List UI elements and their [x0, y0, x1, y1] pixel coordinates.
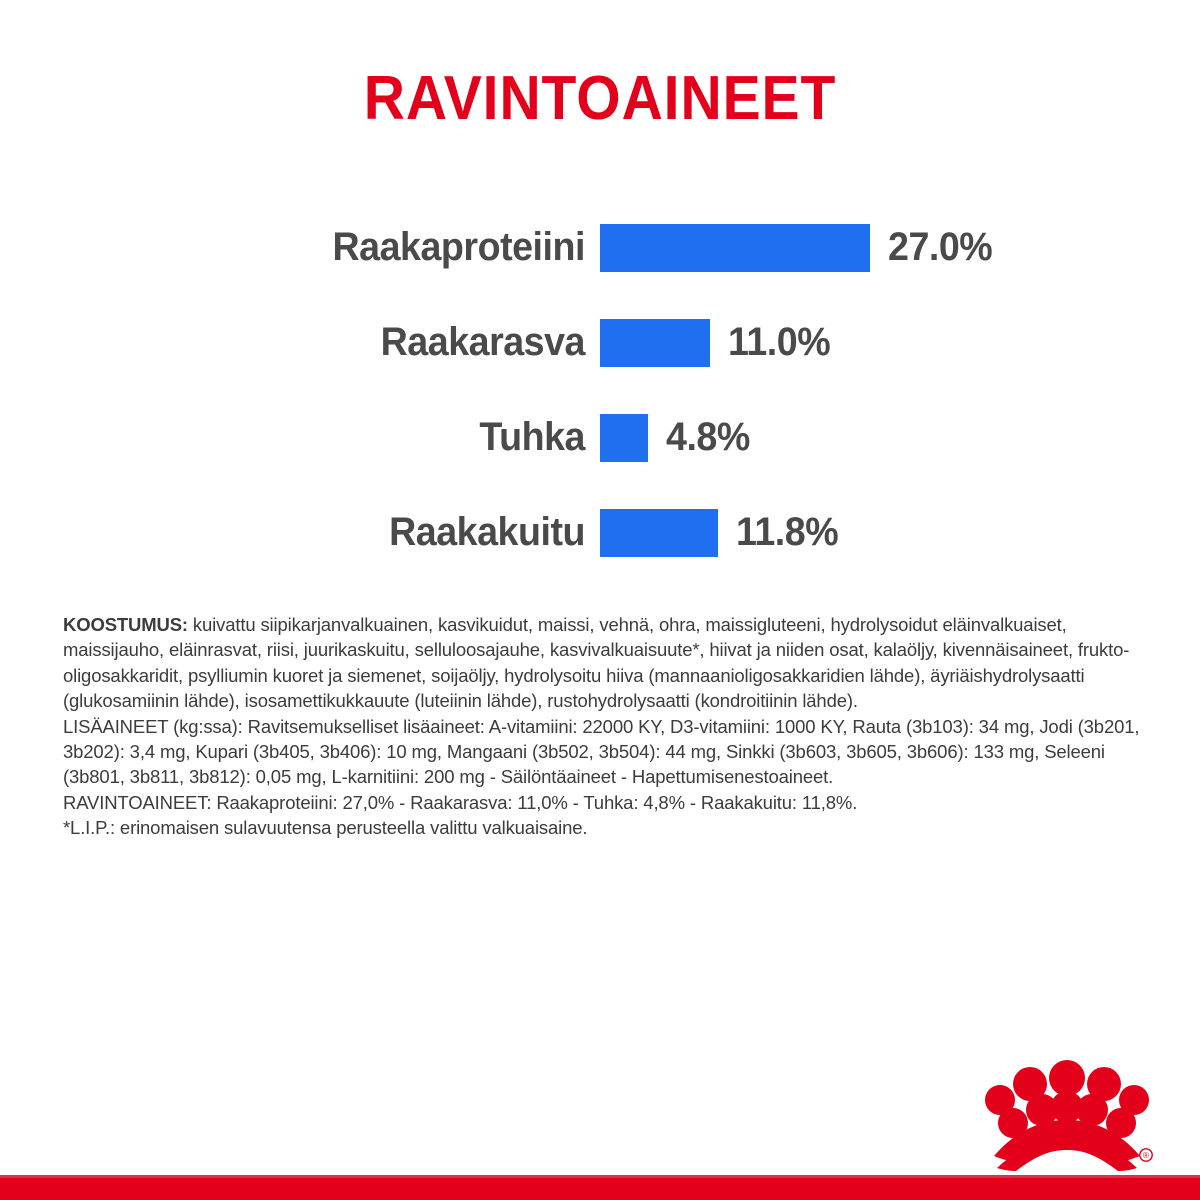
bar-fill-raakarasva [600, 319, 710, 367]
bar-row [0, 200, 1200, 295]
bar-value-raakakuitu: 11.8% [736, 510, 839, 554]
bar-track [600, 509, 845, 557]
bottom-red-bar [0, 1178, 1200, 1200]
analytical-constituents-paragraph: RAVINTOAINEET: Raakaproteiini: 27,0% - Raakarasva: 11,0% - Tuhka: 4,8% - Raakakuitu: 11,8%. [63, 791, 858, 813]
bar-track [600, 224, 999, 272]
bar-track [600, 414, 755, 462]
bar-row [0, 485, 1200, 580]
bar-label-raakaproteiini: Raakaproteiini [332, 225, 585, 269]
composition-text-block [63, 612, 1153, 841]
bar-fill-raakakuitu [600, 509, 718, 557]
page-title: RAVINTOAINEET [363, 64, 837, 133]
bar-label-raakarasva: Raakarasva [380, 320, 585, 364]
composition-heading: KOOSTUMUS: [63, 614, 188, 635]
bar-fill-raakaproteiini [600, 224, 870, 272]
bar-label-raakakuitu: Raakakuitu [389, 510, 585, 554]
additives-paragraph: LISÄAINEET (kg:ssa): Ravitsemukselliset lisäaineet: A-vitamiini: 22000 KY, D3-vitamiini: 1000 KY, Rauta (3b103): 34 mg, Jodi (3b201, 3b202): 3,4 mg, Kupari (3b405, 3b406): 10 mg, Mangaani (3b502, 3b504): 44 mg, Sinkki (3b603, 3b605, 3b606): 133 mg, Seleeni (3b801, 3b811, 3b812): 0,05 mg, L-karnitiini: 200 mg - Säilöntäaineet - Hapettumisenestoaineet. [63, 715, 1140, 788]
registered-mark: ® [1143, 1151, 1149, 1161]
bar-value-raakaproteiini: 27.0% [888, 225, 993, 269]
bar-label-tuhka: Tuhka [479, 415, 585, 459]
bar-fill-tuhka [600, 414, 648, 462]
royal-canin-crown-logo [980, 1052, 1155, 1172]
bar-row [0, 390, 1200, 485]
lip-footnote: *L.I.P.: erinomaisen sulavuutensa perusteella valittu valkuaisaine. [63, 817, 588, 839]
nutrient-bar-chart [0, 200, 1200, 580]
bar-track [600, 319, 837, 367]
composition-paragraph [63, 612, 1153, 714]
bar-value-tuhka: 4.8% [666, 415, 750, 459]
composition-body: kuivattu siipikarjanvalkuainen, kasvikuidut, maissi, vehnä, ohra, maissigluteeni, hydrolysoidut eläinvalkuaiset, maissijauho, eläinrasvat, riisi, juurikaskuitu, selluloosajauhe, kasvivalkuaisuute*, hiivat ja niiden osat, kalaöljy, kivennäisaineet, frukto-oligosakkaridit, psylliumin kuoret ja siemenet, soijaöljy, hydrolysoitu hiiva (mannaanioligosakkaridien lähde), äyriäishydrolysaatti (glukosamiinin lähde), isosamettikukkauute (luteiinin lähde), rustohydrolysaatti (kondroitiinin lähde). [63, 614, 1130, 712]
bar-value-raakarasva: 11.0% [728, 320, 831, 364]
bar-row [0, 295, 1200, 390]
